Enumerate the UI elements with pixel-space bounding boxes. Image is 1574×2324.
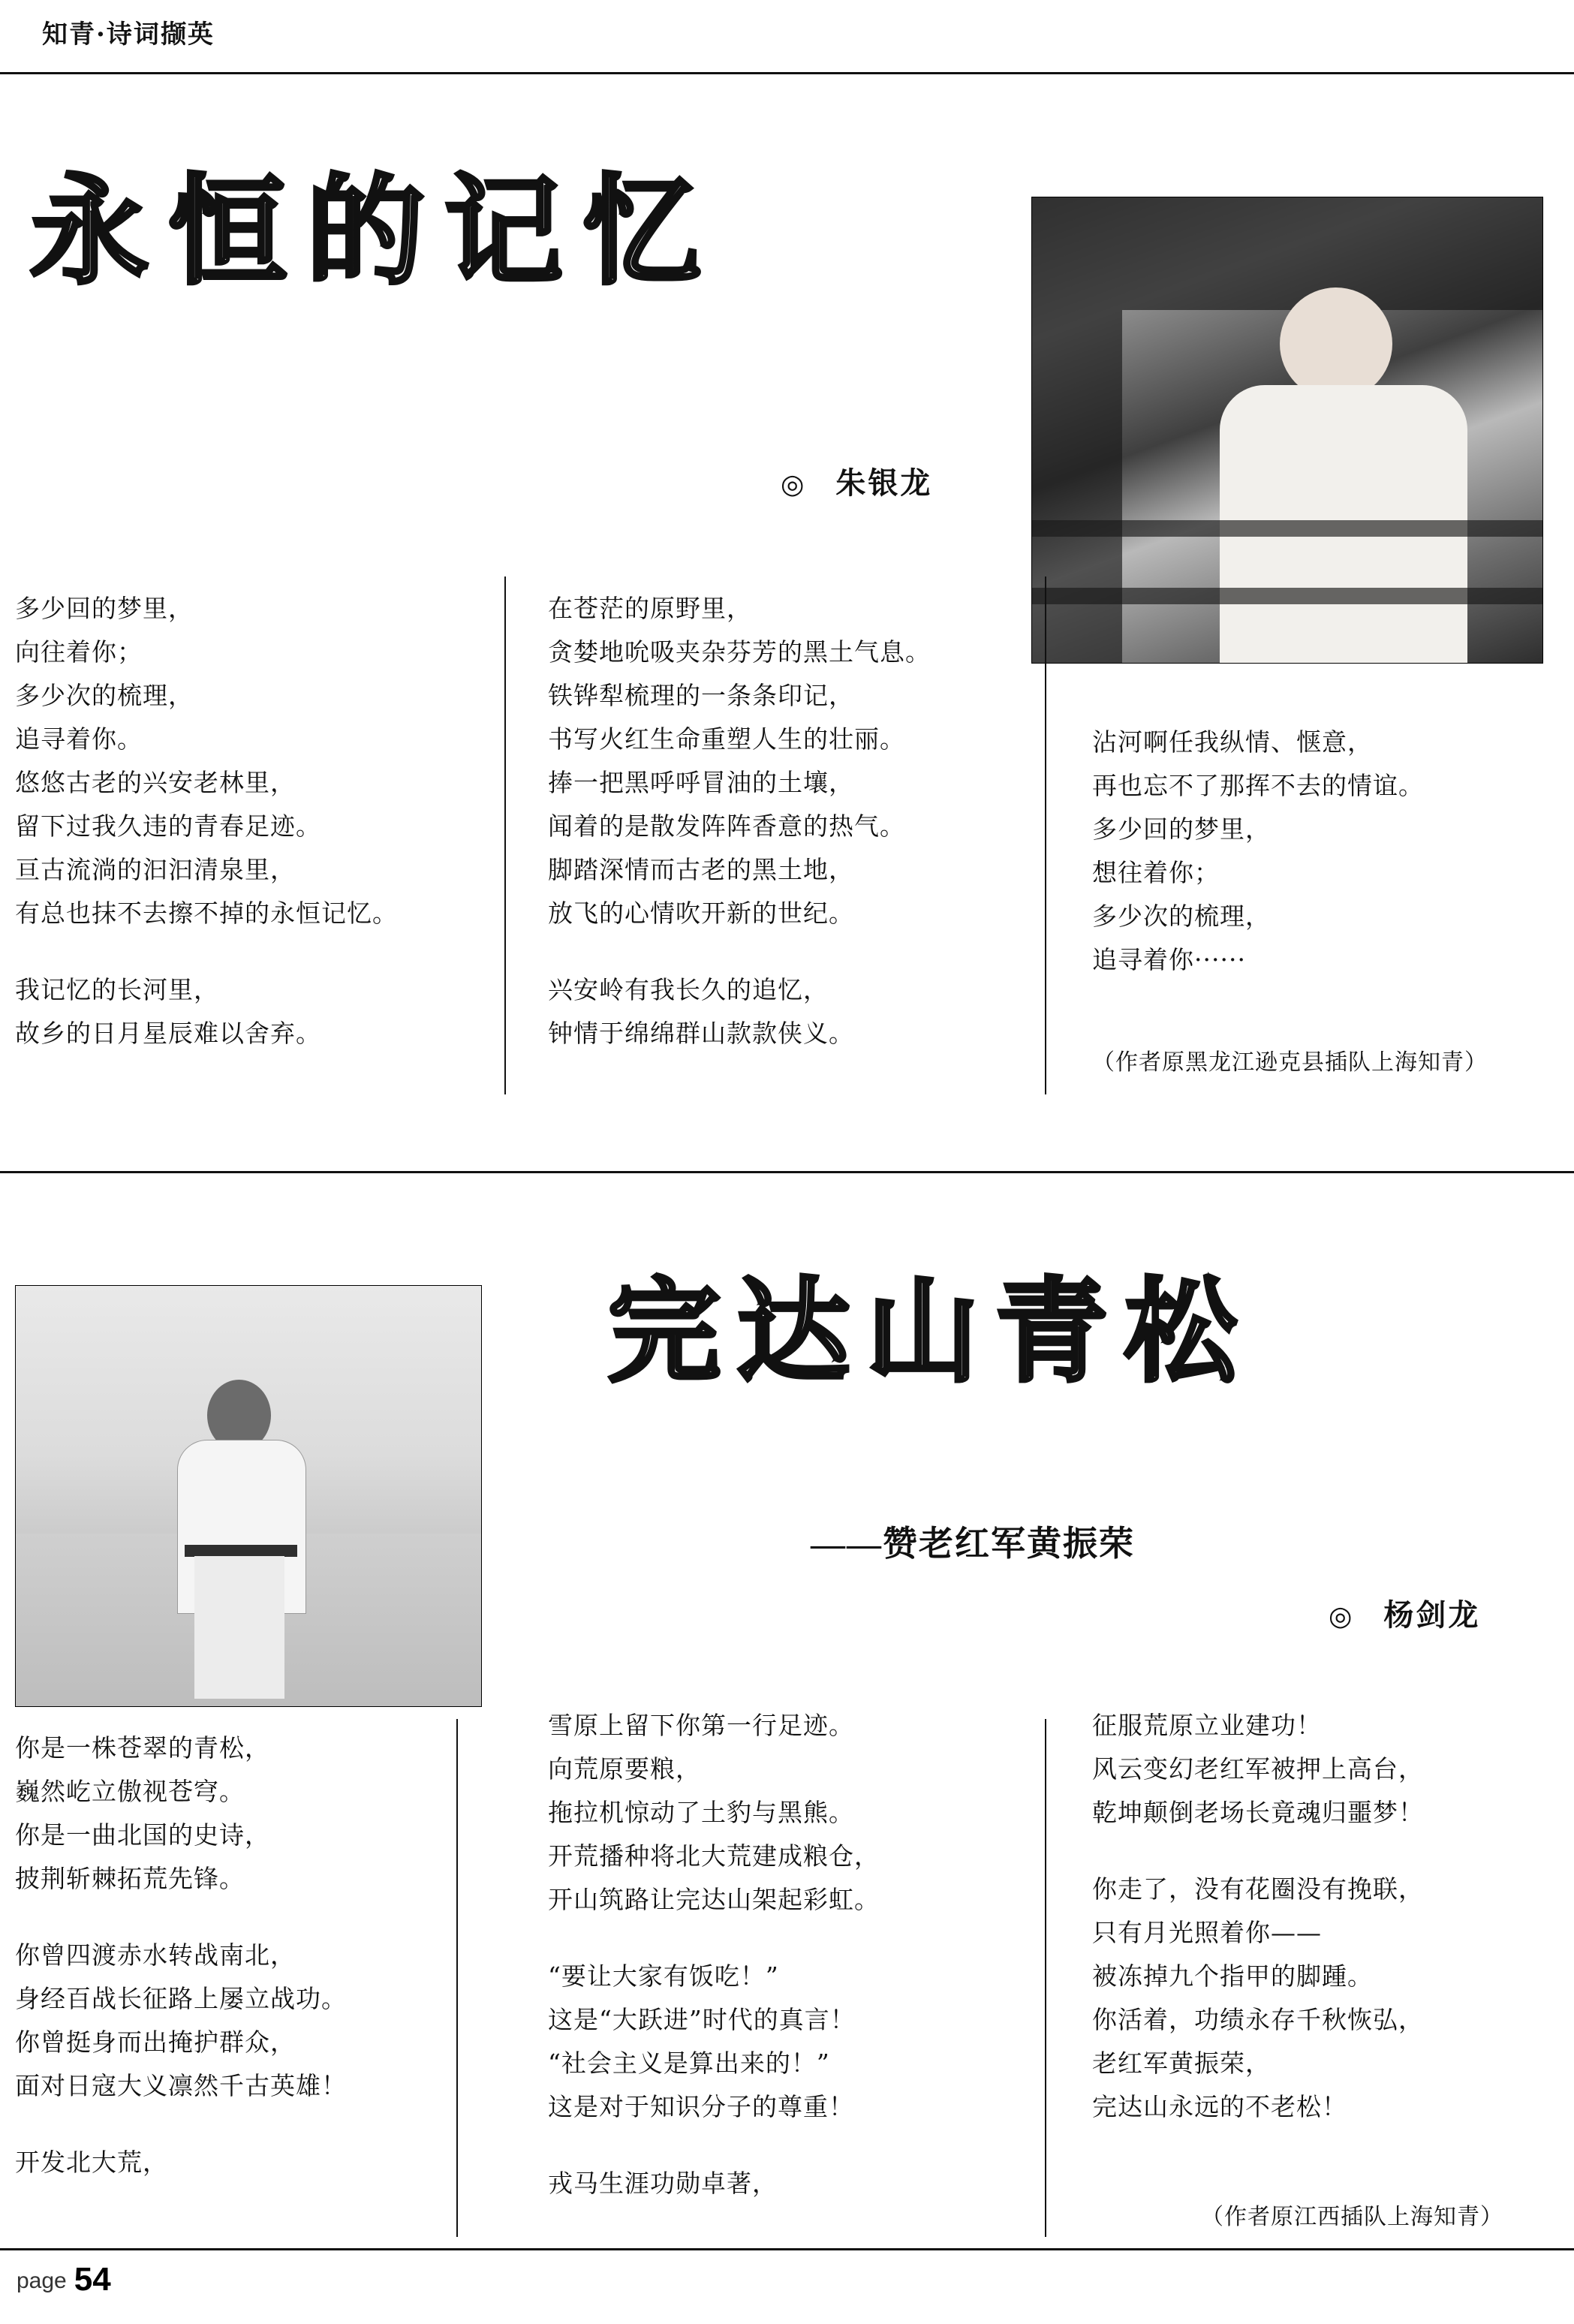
poem-line: 故乡的日月星辰难以舍弃。 xyxy=(15,1019,321,1048)
poem-stanza xyxy=(1092,1704,1557,1835)
poem-line: 征服荒原立业建功！ xyxy=(1092,1711,1322,1740)
article1-column-2 xyxy=(548,587,1013,1055)
poem-line: 披荆斩棘拓荒先锋。 xyxy=(15,1864,245,1893)
poem-line: 你曾四渡赤水转战南北， xyxy=(15,1940,296,1970)
poem-line: 乾坤颠倒老场长竟魂归噩梦！ xyxy=(1092,1798,1424,1827)
poem-line: 你走了，没有花圈没有挽联， xyxy=(1092,1874,1424,1904)
poem-line: 这是对于知识分子的尊重！ xyxy=(548,2092,854,2121)
poem-line: 铁铧犁梳理的一条条印记， xyxy=(548,681,854,710)
poem-line: 你曾挺身而出掩护群众， xyxy=(15,2027,296,2057)
poem-line: 放飞的心情吹开新的世纪。 xyxy=(548,899,854,928)
poem-line: 戎马生涯功勋卓著， xyxy=(548,2169,778,2198)
article2-photo xyxy=(15,1285,482,1707)
poem-line: 身经百战长征路上屡立战功。 xyxy=(15,1984,347,2013)
article2-column-1 xyxy=(15,1726,465,2184)
article2-column-rule-2 xyxy=(1045,1719,1046,2237)
poem-line: 有总也抹不去擦不掉的永恒记忆。 xyxy=(15,899,398,928)
footer-rule xyxy=(0,2248,1574,2250)
article1-title-art xyxy=(30,163,983,368)
poem-line: 只有月光照着你—— xyxy=(1092,1918,1322,1947)
poem-line: 巍然屹立傲视苍穹。 xyxy=(15,1777,245,1806)
article1-credit: （作者原黑龙江逊克县插队上海知青） xyxy=(1092,1050,1488,1075)
page-footer xyxy=(17,2261,111,2298)
poem-stanza xyxy=(548,1955,1013,2129)
poem-line: 贪婪地吮吸夹杂芬芳的黑土气息。 xyxy=(548,637,931,667)
article2-author xyxy=(1329,1591,1480,1634)
poem-line: 多少回的梦里， xyxy=(1092,814,1271,844)
poem-line: 钟情于绵绵群山款款侠义。 xyxy=(548,1019,854,1048)
article1-photo xyxy=(1031,197,1543,664)
article1-column-rule-2 xyxy=(1045,576,1046,1094)
poem-stanza xyxy=(1092,1868,1557,2129)
poem-line: 向往着你； xyxy=(15,637,143,667)
poem-line: 你是一株苍翠的青松， xyxy=(15,1733,270,1763)
poem-stanza xyxy=(548,2162,1013,2205)
page-label: page xyxy=(17,2268,67,2293)
poem-line: 想往着你； xyxy=(1092,858,1220,887)
article1-column-3 xyxy=(1092,721,1557,982)
poem-line: 面对日寇大义凛然千古英雄！ xyxy=(15,2071,347,2100)
author-circle-icon: ◎ xyxy=(1329,1601,1355,1631)
article1-column-1 xyxy=(15,587,480,1055)
poem-line: 书写火红生命重塑人生的壮丽。 xyxy=(548,724,905,754)
poem-line: 这是“大跃进”时代的真言！ xyxy=(548,2005,856,2034)
poem-stanza xyxy=(548,1704,1013,1922)
poem-line: 留下过我久违的青春足迹。 xyxy=(15,811,321,841)
running-head: 知青·诗词撷英 xyxy=(42,20,215,50)
poem-line: 完达山永远的不老松！ xyxy=(1092,2092,1347,2121)
poem-stanza xyxy=(15,587,480,935)
poem-line: 兴安岭有我长久的追忆， xyxy=(548,975,829,1004)
poem-stanza xyxy=(15,2141,465,2184)
poem-line: 老红军黄振荣， xyxy=(1092,2049,1271,2078)
article2-title-art xyxy=(608,1267,1569,1441)
author-circle-icon: ◎ xyxy=(781,469,807,499)
poem-line: 悠悠古老的兴安老林里， xyxy=(15,768,296,797)
page-number: 54 xyxy=(74,2261,111,2298)
poem-line: 多少次的梳理， xyxy=(1092,902,1271,931)
poem-line: 开发北大荒， xyxy=(15,2148,168,2177)
poem-line: 开荒播种将北大荒建成粮仓， xyxy=(548,1841,880,1871)
article1-author-name: 朱银龙 xyxy=(835,466,933,500)
poem-line: 多少次的梳理， xyxy=(15,681,194,710)
header-rule xyxy=(0,72,1574,74)
poem-line: 拖拉机惊动了土豹与黑熊。 xyxy=(548,1798,854,1827)
article2-subtitle: ——赞老红军黄振荣 xyxy=(811,1525,1135,1563)
poem-line: 你活着，功绩永存千秋恢弘， xyxy=(1092,2005,1424,2034)
poem-line: 追寻着你······ xyxy=(1092,945,1246,974)
poem-line: 你是一曲北国的史诗， xyxy=(15,1820,270,1850)
article2-credit: （作者原江西插队上海知青） xyxy=(1201,2205,1503,2229)
poem-stanza xyxy=(548,587,1013,935)
poem-stanza xyxy=(15,1726,465,1901)
article2-title-text: 完达山青松 xyxy=(608,1267,1254,1398)
article1-author xyxy=(781,459,932,502)
poem-line: 多少回的梦里， xyxy=(15,594,194,623)
poem-line: 亘古流淌的汩汩清泉里， xyxy=(15,855,296,884)
poem-line: “要让大家有饭吃！” xyxy=(548,1961,779,1991)
poem-line: 我记忆的长河里， xyxy=(15,975,219,1004)
poem-line: 捧一把黑呼呼冒油的土壤， xyxy=(548,768,854,797)
poem-line: 风云变幻老红军被押上高台， xyxy=(1092,1754,1424,1784)
poem-stanza xyxy=(548,968,1013,1055)
poem-line: 向荒原要粮， xyxy=(548,1754,701,1784)
poem-line: “社会主义是算出来的！” xyxy=(548,2049,830,2078)
poem-line: 开山筑路让完达山架起彩虹。 xyxy=(548,1885,880,1914)
article2-author-name: 杨剑龙 xyxy=(1383,1598,1481,1632)
poem-line: 沾河啊任我纵情、惬意， xyxy=(1092,727,1373,757)
article2-column-2 xyxy=(548,1704,1013,2205)
article1-column-rule-1 xyxy=(504,576,506,1094)
poem-line: 雪原上留下你第一行足迹。 xyxy=(548,1711,854,1740)
poem-stanza xyxy=(15,968,480,1055)
poem-stanza xyxy=(15,1934,465,2108)
poem-line: 闻着的是散发阵阵香意的热气。 xyxy=(548,811,905,841)
poem-line: 追寻着你。 xyxy=(15,724,143,754)
poem-line: 再也忘不了那挥不去的情谊。 xyxy=(1092,771,1424,800)
article2-column-3 xyxy=(1092,1704,1557,2129)
poem-stanza xyxy=(1092,721,1557,982)
poem-line: 被冻掉九个指甲的脚踵。 xyxy=(1092,1961,1373,1991)
poem-line: 脚踏深情而古老的黑土地， xyxy=(548,855,854,884)
section-divider-rule xyxy=(0,1171,1574,1173)
poem-line: 在苍茫的原野里， xyxy=(548,594,752,623)
article1-title-text: 永恒的记忆 xyxy=(30,163,721,301)
